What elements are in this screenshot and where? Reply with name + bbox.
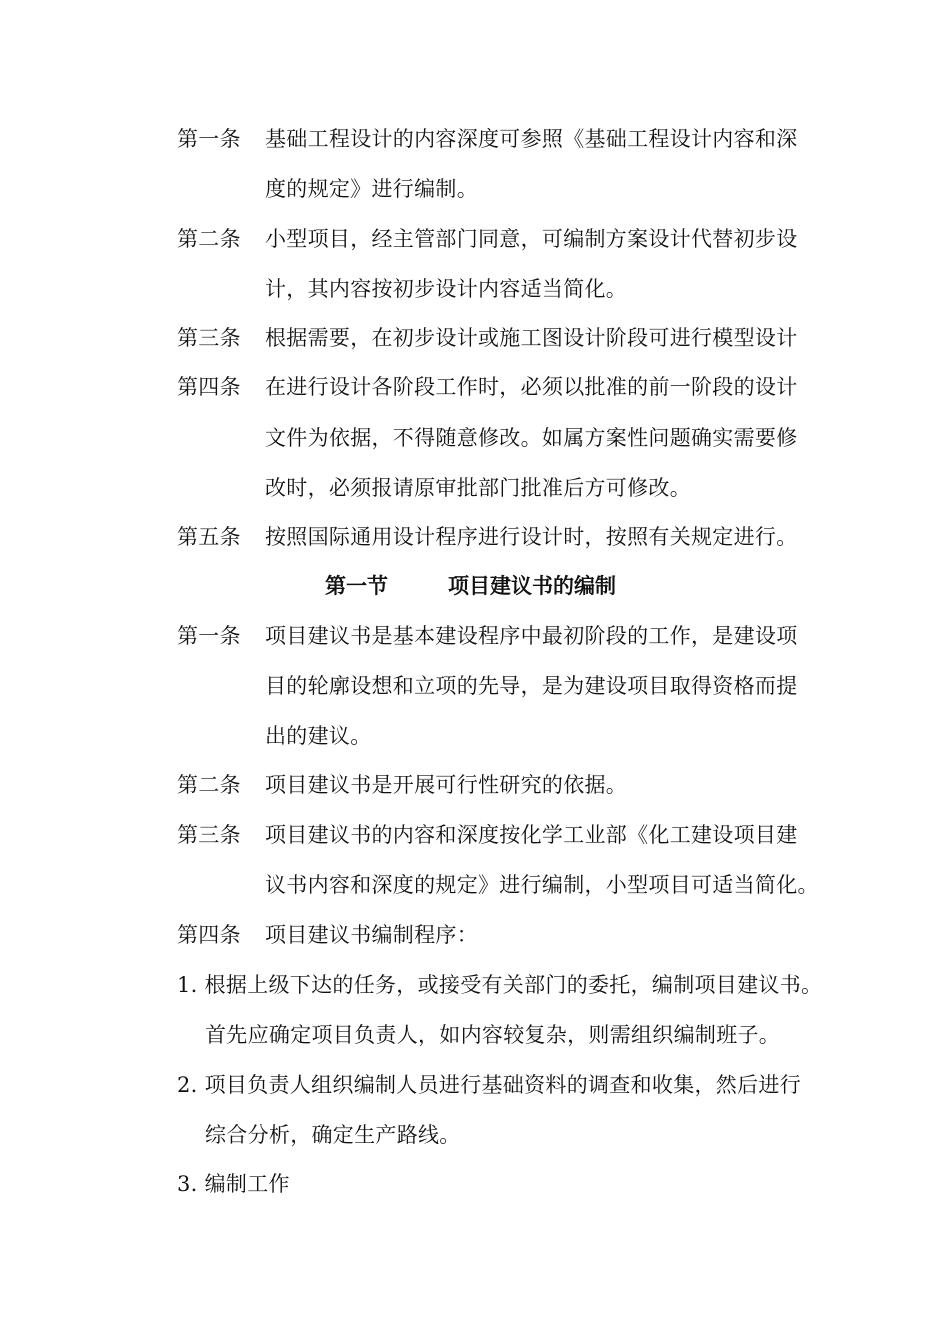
article-label: 第四条: [177, 923, 241, 947]
step-text: 1. 根据上级下达的任务，或接受有关部门的委托，编制项目建议书。: [177, 973, 823, 997]
article-text: 改时，必须报请原审批部门批准后方可修改。: [265, 476, 691, 500]
article-text: 小型项目，经主管部门同意，可编制方案设计代替初步设: [265, 227, 798, 251]
article-label: 第二条: [177, 773, 241, 797]
article-text: 出的建议。: [265, 724, 372, 748]
article-text: 根据需要，在初步设计或施工图设计阶段可进行模型设计: [265, 326, 798, 350]
article-text: 按照国际通用设计程序进行设计时，按照有关规定进行。: [265, 525, 798, 549]
article-text: 项目建议书的内容和深度按化学工业部《化工建设项目建: [265, 823, 798, 847]
step-text: 首先应确定项目负责人，如内容较复杂，则需组织编制班子。: [205, 1023, 781, 1047]
article-label: 第三条: [177, 326, 241, 350]
step-text: 综合分析，确定生产路线。: [205, 1123, 461, 1147]
section-title: 项目建议书的编制: [448, 574, 616, 598]
article-text: 项目建议书是基本建设程序中最初阶段的工作，是建设项: [265, 624, 798, 648]
article-text: 项目建议书编制程序：: [265, 923, 478, 947]
article-label: 第三条: [177, 823, 241, 847]
article-label: 第五条: [177, 525, 241, 549]
step-text: 3. 编制工作: [177, 1172, 290, 1196]
article-text: 基础工程设计的内容深度可参照《基础工程设计内容和深: [265, 127, 798, 151]
article-text: 目的轮廓设想和立项的先导，是为建设项目取得资格而提: [265, 674, 798, 698]
step-text: 2. 项目负责人组织编制人员进行基础资料的调查和收集，然后进行: [177, 1073, 802, 1097]
article-label: 第二条: [177, 227, 241, 251]
section-number: 第一节: [325, 574, 388, 598]
article-text: 计，其内容按初步设计内容适当简化。: [265, 277, 628, 301]
article-text: 议书内容和深度的规定》进行编制，小型项目可适当简化。: [265, 873, 819, 897]
article-label: 第四条: [177, 375, 241, 399]
article-label: 第一条: [177, 624, 241, 648]
article-label: 第一条: [177, 127, 241, 151]
article-text: 项目建议书是开展可行性研究的依据。: [265, 773, 628, 797]
article-text: 在进行设计各阶段工作时，必须以批准的前一阶段的设计: [265, 375, 798, 399]
article-text: 度的规定》进行编制。: [265, 177, 478, 201]
article-text: 文件为依据，不得随意修改。如属方案性问题确实需要修: [265, 426, 798, 450]
